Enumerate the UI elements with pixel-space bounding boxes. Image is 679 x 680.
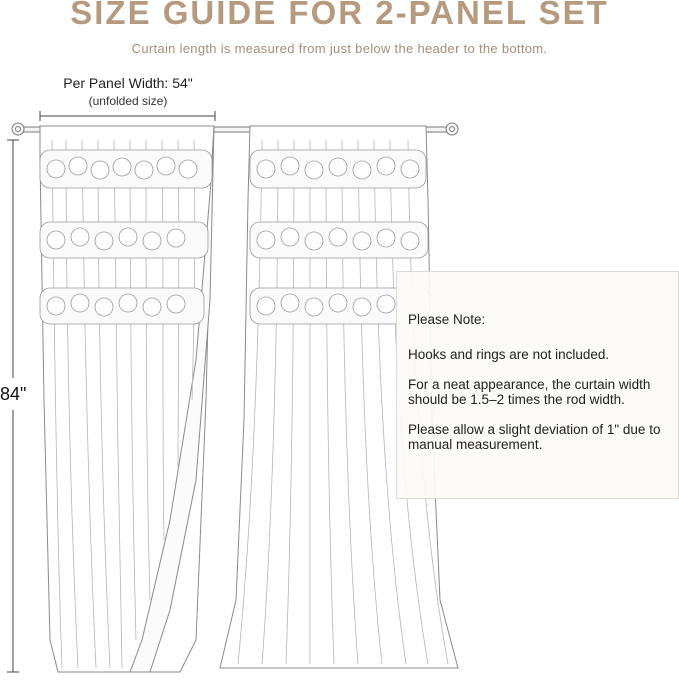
panel-width-note: (unfolded size)	[88, 94, 168, 108]
height-dimension-line	[7, 140, 19, 672]
note-box	[396, 271, 679, 499]
page-subtitle: Curtain length is measured from just below the header to the bottom.	[131, 41, 548, 56]
note-line-deviation: Please allow a slight deviation of 1" due to manual measurement.	[408, 422, 661, 452]
note-line-width: For a neat appearance, the curtain width should be 1.5–2 times the rod width.	[408, 377, 651, 407]
note-title: Please Note:	[408, 312, 486, 327]
left-curtain-panel	[40, 126, 214, 672]
panel-width-label: Per Panel Width: 54"	[63, 75, 193, 91]
note-line-hooks: Hooks and rings are not included.	[408, 347, 610, 362]
width-dimension-line	[40, 111, 215, 121]
page-title: SIZE GUIDE FOR 2-PANEL SET	[70, 0, 609, 31]
panel-height-label: 84"	[0, 384, 27, 404]
